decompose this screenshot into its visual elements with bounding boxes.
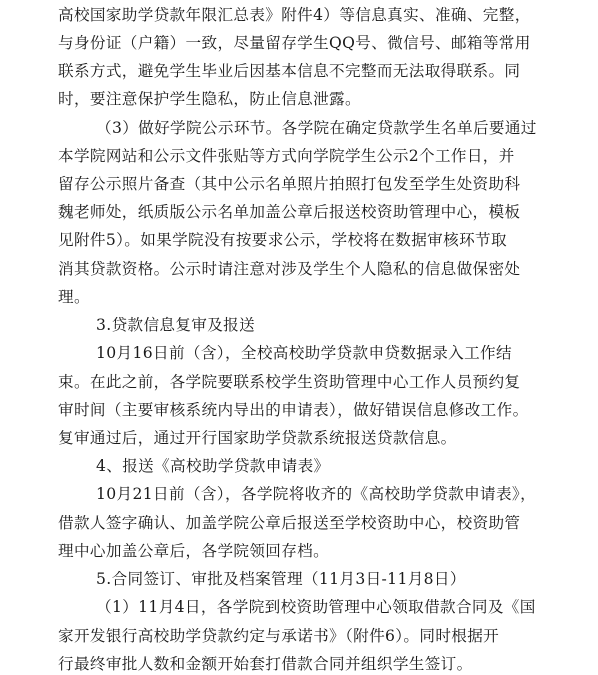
- text-line-16: 复审通过后，通过开行国家助学贷款系统报送贷款信息。: [58, 429, 457, 447]
- text-line-23: 家开发银行高校助学贷款约定与承诺书》（附件6）。同时根据开: [58, 627, 500, 645]
- text-line-10: 消其贷款资格。公示时请注意对涉及学生个人隐私的信息做保密处: [58, 260, 521, 278]
- text-line-7: 留存公示照片备查（其中公示名单照片拍照打包发至学生处资助科: [58, 175, 521, 193]
- section-heading-3: 3.贷款信息复审及报送: [96, 316, 256, 334]
- text-line-15: 审时间（主要审核系统内导出的申请表），做好错误信息修改工作。: [58, 401, 529, 419]
- text-line-8: 魏老师处，纸质版公示名单加盖公章后报送校资助管理中心，模板: [58, 203, 521, 221]
- text-line-20: 理中心加盖公章后，各学院领回存档。: [58, 542, 330, 560]
- text-line-18: 10月21日前（含），各学院将收齐的《高校助学贷款申请表》，: [96, 485, 537, 503]
- text-line-22: （1）11月4日，各学院到校资助管理中心领取借款合同及《国: [96, 598, 536, 616]
- text-line-11: 理。: [58, 288, 90, 306]
- text-line-3: 联系方式，避免学生毕业后因基本信息不完整而无法取得联系。同: [58, 62, 521, 80]
- text-line-24: 行最终审批人数和金额开始套打借款合同并组织学生签订。: [58, 655, 473, 673]
- text-line-14: 束。在此之前，各学院要联系校学生资助管理中心工作人员预约复: [58, 373, 521, 391]
- section-heading-4: 4、报送《高校助学贷款申请表》: [96, 457, 330, 475]
- text-line-1: 高校国家助学贷款年限汇总表》附件4）等信息真实、准确、完整，: [58, 6, 531, 24]
- section-heading-5: 5.合同签订、审批及档案管理（11月3日-11月8日）: [96, 570, 466, 588]
- text-line-13: 10月16日前（含），全校高校助学贷款申贷数据录入工作结: [96, 344, 512, 362]
- text-line-5: （3）做好学院公示环节。各学院在确定贷款学生名单后要通过: [96, 119, 537, 137]
- text-line-6: 本学院网站和公示文件张贴等方式向学院学生公示2个工作日，并: [58, 147, 515, 165]
- text-line-2: 与身份证（户籍）一致，尽量留存学生QQ号、微信号、邮箱等常用: [58, 34, 531, 52]
- text-line-9: 见附件5）。如果学院没有按要求公示，学校将在数据审核环节取: [58, 231, 507, 249]
- text-line-4: 时，要注意保护学生隐私，防止信息泄露。: [58, 90, 361, 108]
- text-line-19: 借款人签字确认、加盖学院公章后报送至学校资助中心，校资助管: [58, 514, 521, 532]
